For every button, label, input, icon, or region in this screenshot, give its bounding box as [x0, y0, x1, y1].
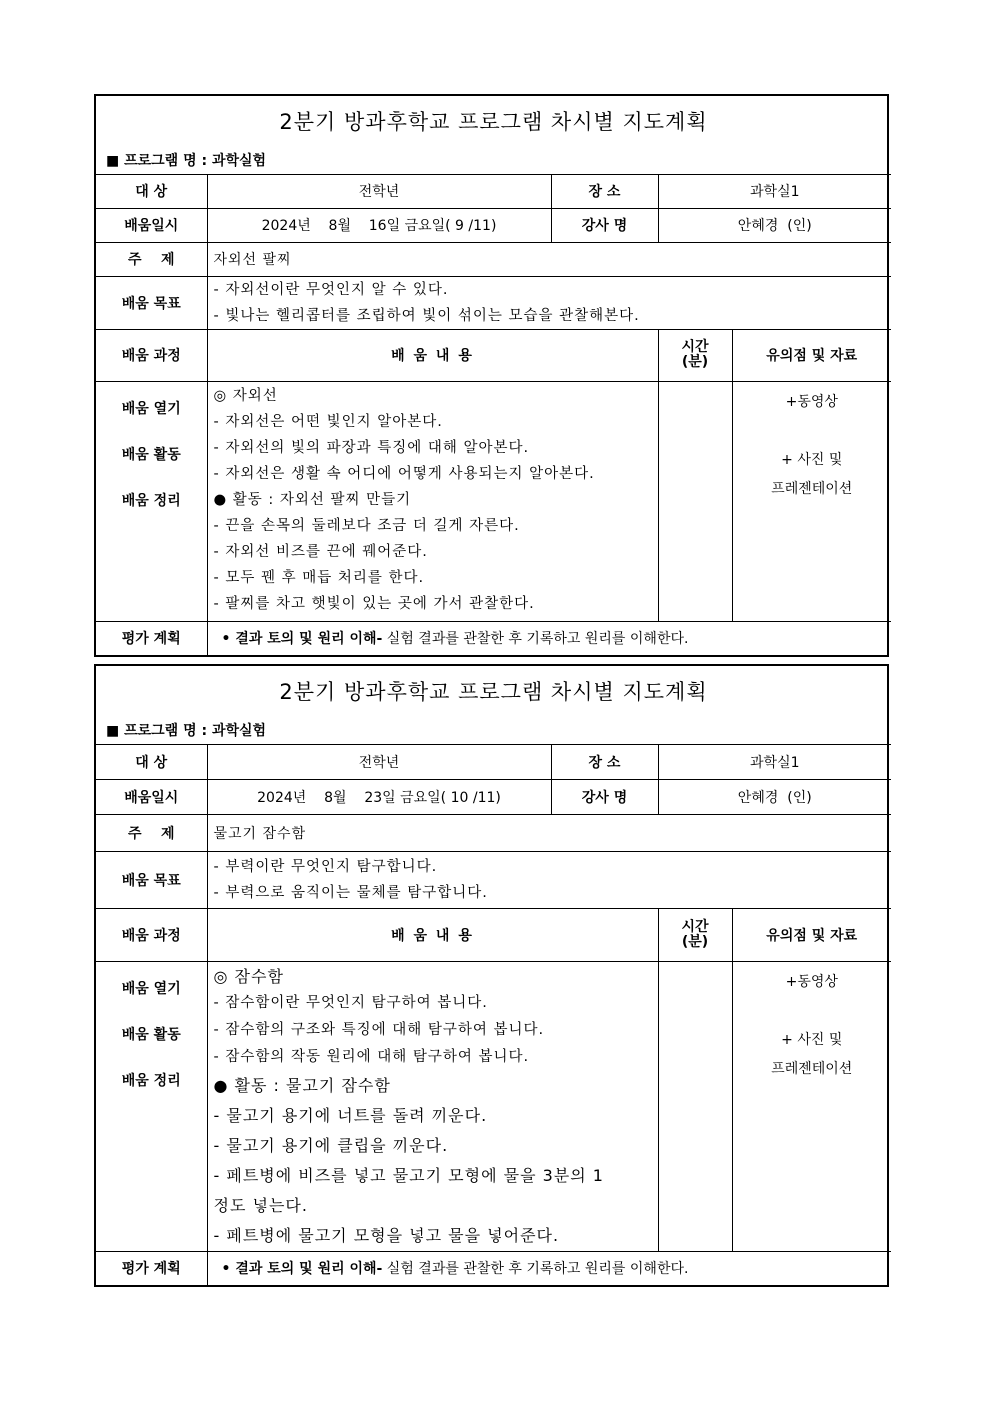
eval-text: 실험 결과를 관찰한 후 기록하고 원리를 이해한다.	[382, 631, 689, 648]
goal-list	[207, 851, 891, 908]
content-line: - 잠수함의 구조와 특징에 대해 탐구하여 봅니다.	[213, 1021, 545, 1038]
target-value: 전학년	[207, 744, 551, 779]
materials-cell	[732, 961, 891, 1251]
content-line: ● 활동 : 물고기 잠수함	[213, 1075, 391, 1095]
process-step: 배움 정리	[121, 1072, 181, 1089]
eval-label: 평가 계획	[96, 621, 207, 655]
content-list	[207, 381, 658, 621]
plan-title: 2분기 방과후학교 프로그램 차시별 지도계획	[279, 679, 708, 704]
goal-label: 배움 목표	[96, 276, 207, 329]
date-value: 2024년 8월 16일 금요일( 9 /11)	[207, 208, 551, 242]
material-item: 프레젠테이션	[771, 1060, 853, 1077]
place-label: 장 소	[551, 174, 658, 208]
instructor-label: 강사 명	[551, 779, 658, 814]
process-step: 배움 정리	[121, 492, 181, 509]
goal-item: - 부력이란 무엇인지 탐구합니다.	[213, 858, 438, 875]
instructor-value: 안혜경 (인)	[658, 208, 891, 242]
content-line: - 페트병에 물고기 모형을 넣고 물을 넣어준다.	[213, 1225, 560, 1245]
eval-bold: • 결과 토의 및 원리 이해-	[221, 631, 383, 648]
topic-value: 자외선 팔찌	[207, 242, 891, 276]
plan-header	[96, 96, 891, 174]
material-item: 프레젠테이션	[771, 480, 853, 497]
eval-value	[207, 621, 891, 655]
lesson-plan-table	[96, 666, 891, 1285]
time-cell	[658, 961, 732, 1251]
target-label: 대 상	[96, 744, 207, 779]
material-label: 유의점 및 자료	[732, 329, 891, 381]
content-list	[207, 961, 658, 1251]
eval-value	[207, 1251, 891, 1285]
material-spacer	[739, 417, 886, 446]
content-line: - 모두 꿴 후 매듭 처리를 한다.	[213, 569, 425, 586]
instructor-value: 안혜경 (인)	[658, 779, 891, 814]
content-line: - 자외선의 빛의 파장과 특징에 대해 알아본다.	[213, 439, 530, 456]
program-name: ■ 프로그램 명 : 과학실험	[106, 722, 267, 739]
plan-header	[96, 666, 891, 744]
content-label: 배 움 내 용	[207, 908, 658, 961]
content-line: - 팔찌를 차고 햇빛이 있는 곳에 가서 관찰한다.	[213, 595, 535, 612]
place-value: 과학실1	[658, 174, 891, 208]
target-value: 전학년	[207, 174, 551, 208]
process-step: 배움 활동	[121, 1026, 181, 1043]
eval-bold: • 결과 토의 및 원리 이해-	[221, 1261, 383, 1278]
material-item: +동영상	[785, 393, 838, 410]
content-label: 배 움 내 용	[207, 329, 658, 381]
process-label: 배움 과정	[96, 329, 207, 381]
content-line: ● 활동 : 자외선 팔찌 만들기	[213, 491, 412, 508]
content-line: - 끈을 손목의 둘레보다 조금 더 길게 자른다.	[213, 517, 520, 534]
lesson-plan-1	[94, 94, 889, 657]
content-line: - 물고기 용기에 너트를 돌려 끼운다.	[213, 1105, 488, 1125]
process-step: 배움 열기	[121, 400, 181, 417]
eval-text: 실험 결과를 관찰한 후 기록하고 원리를 이해한다.	[382, 1261, 689, 1278]
lesson-plan-table	[96, 96, 891, 655]
content-line: - 자외선은 어떤 빛인지 알아본다.	[213, 413, 443, 430]
instructor-label: 강사 명	[551, 208, 658, 242]
time-cell	[658, 381, 732, 621]
content-line: - 물고기 용기에 클립을 끼운다.	[213, 1135, 449, 1155]
content-line: - 자외선 비즈를 끈에 꿰어준다.	[213, 543, 428, 560]
process-steps	[96, 961, 207, 1251]
goal-item: - 부력으로 움직이는 물체를 탐구합니다.	[213, 884, 488, 901]
process-label: 배움 과정	[96, 908, 207, 961]
content-line: ◎ 잠수함	[213, 966, 284, 986]
goal-list	[207, 276, 891, 329]
place-value: 과학실1	[658, 744, 891, 779]
eval-label: 평가 계획	[96, 1251, 207, 1285]
topic-value: 물고기 잠수함	[207, 814, 891, 851]
date-label: 배움일시	[96, 208, 207, 242]
material-spacer	[739, 997, 886, 1026]
goal-item: - 자외선이란 무엇인지 알 수 있다.	[213, 281, 449, 298]
goal-label: 배움 목표	[96, 851, 207, 908]
time-label: 시간 (분)	[658, 908, 732, 961]
content-line: 정도 넣는다.	[213, 1195, 308, 1215]
content-line: - 자외선은 생활 속 어디에 어떻게 사용되는지 알아본다.	[213, 465, 595, 482]
content-line: ◎ 자외선	[213, 387, 278, 404]
goal-item: - 빛나는 헬리콥터를 조립하여 빛이 섞이는 모습을 관찰해본다.	[213, 307, 640, 324]
topic-label: 주 제	[96, 242, 207, 276]
materials-cell	[732, 381, 891, 621]
material-item: +동영상	[785, 973, 838, 990]
lesson-plan-2	[94, 664, 889, 1287]
date-value: 2024년 8월 23일 금요일( 10 /11)	[207, 779, 551, 814]
time-label: 시간 (분)	[658, 329, 732, 381]
target-label: 대 상	[96, 174, 207, 208]
content-line: - 잠수함의 작동 원리에 대해 탐구하여 봅니다.	[213, 1048, 530, 1065]
process-step: 배움 활동	[121, 446, 181, 463]
process-steps	[96, 381, 207, 621]
date-label: 배움일시	[96, 779, 207, 814]
material-item: + 사진 및	[781, 451, 843, 468]
topic-label: 주 제	[96, 814, 207, 851]
place-label: 장 소	[551, 744, 658, 779]
material-item: + 사진 및	[781, 1031, 843, 1048]
material-label: 유의점 및 자료	[732, 908, 891, 961]
content-line: - 페트병에 비즈를 넣고 물고기 모형에 물을 3분의 1	[213, 1165, 604, 1185]
program-name: ■ 프로그램 명 : 과학실험	[106, 152, 267, 169]
content-line: - 잠수함이란 무엇인지 탐구하여 봅니다.	[213, 994, 488, 1011]
plan-title: 2분기 방과후학교 프로그램 차시별 지도계획	[279, 109, 708, 134]
process-step: 배움 열기	[121, 980, 181, 997]
